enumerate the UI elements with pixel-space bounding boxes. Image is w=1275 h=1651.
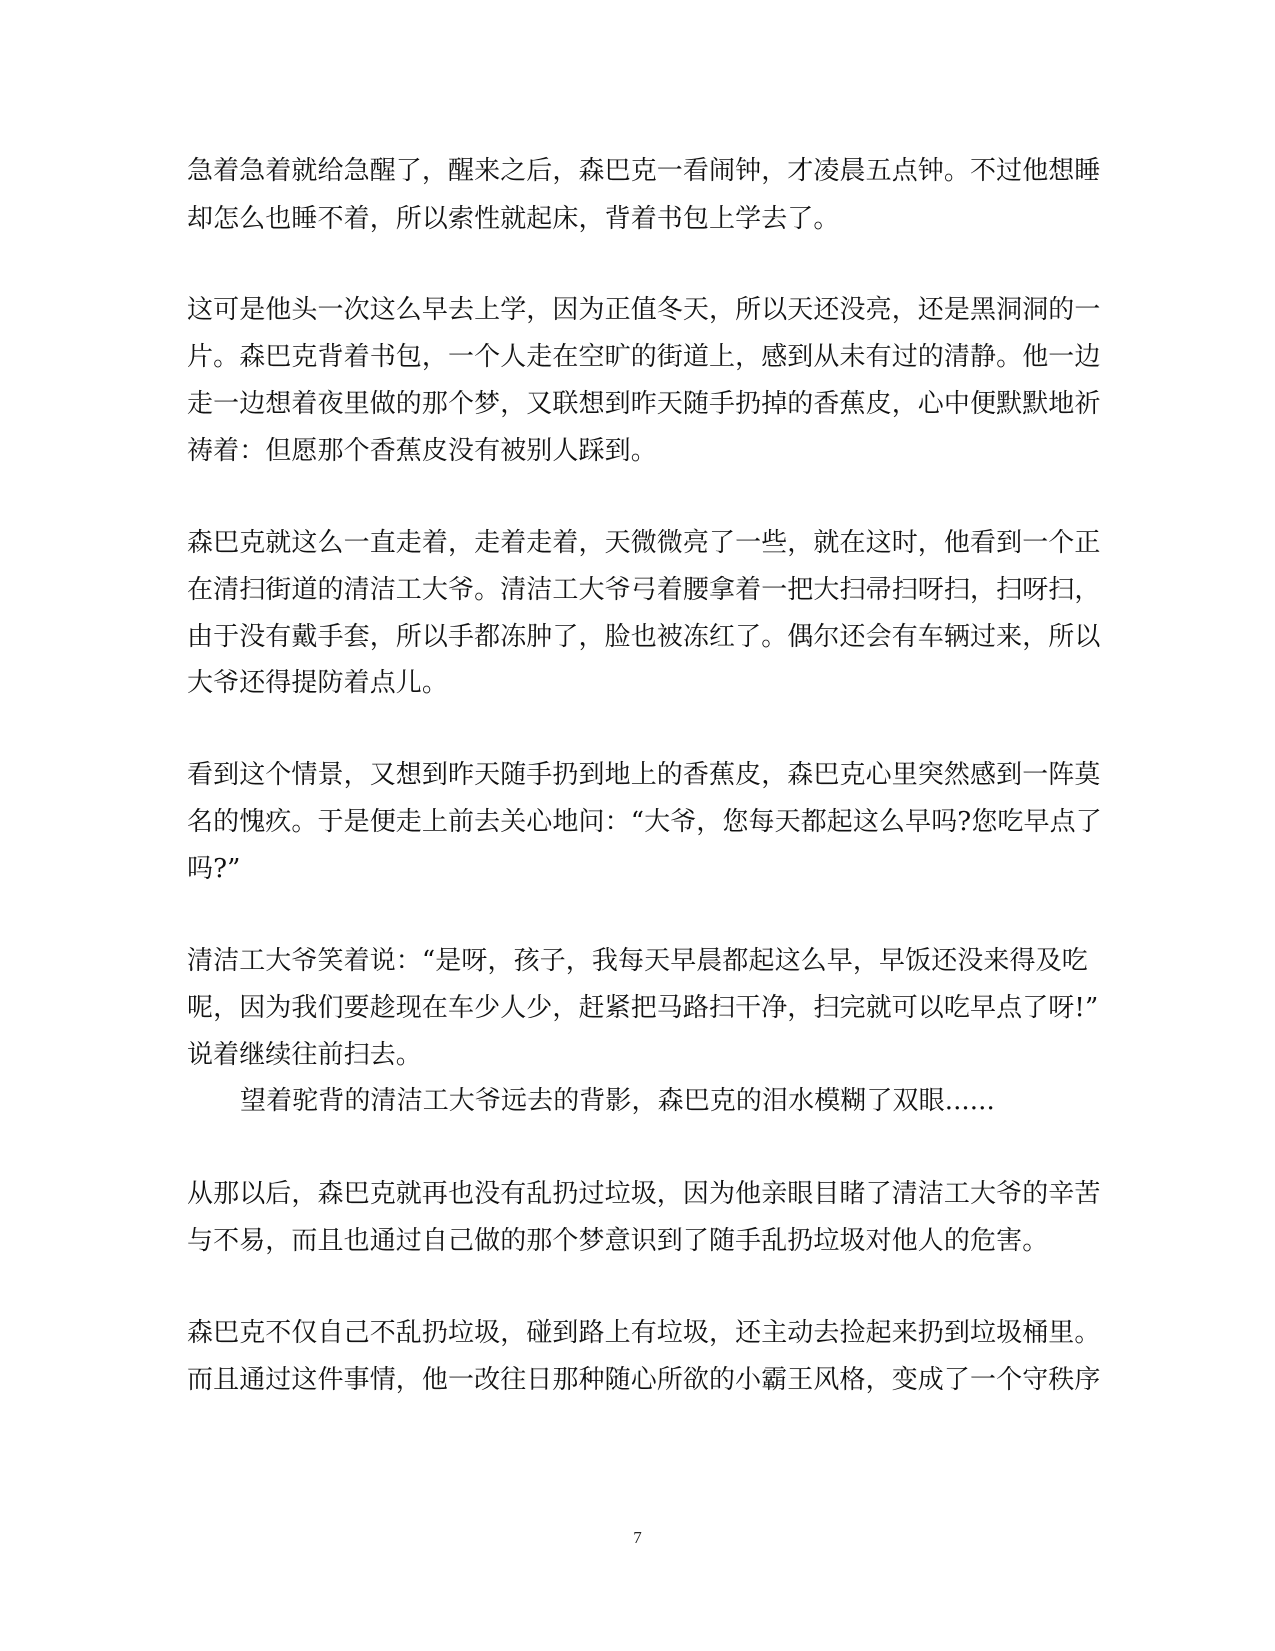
text-line: 从那以后，森巴克就再也没有乱扔过垃圾，因为他亲眼目睹了清洁工大爷的辛苦 [187, 1179, 1101, 1209]
text-line: 却怎么也睡不着，所以索性就起床，背着书包上学去了。 [187, 204, 840, 234]
text-line: 大爷还得提防着点儿。 [187, 668, 449, 698]
text-line: 看到这个情景，又想到昨天随手扔到地上的香蕉皮，森巴克心里突然感到一阵莫 [187, 760, 1101, 790]
text-line: 这可是他头一次这么早去上学，因为正值冬天，所以天还没亮，还是黑洞洞的一 [187, 295, 1101, 325]
text-line: 说着继续往前扫去。 [187, 1040, 422, 1070]
text-line: 片。森巴克背着书包，一个人走在空旷的街道上，感到从未有过的清静。他一边 [187, 342, 1101, 372]
text-line: 祷着：但愿那个香蕉皮没有被别人踩到。 [187, 436, 657, 466]
text-line: 清洁工大爷笑着说：“是呀，孩子，我每天早晨都起这么早，早饭还没来得及吃 [187, 946, 1088, 976]
text-line: 呢，因为我们要趁现在车少人少，赶紧把马路扫干净，扫完就可以吃早点了呀!” [187, 993, 1099, 1023]
text-line: 在清扫街道的清洁工大爷。清洁工大爷弓着腰拿着一把大扫帚扫呀扫，扫呀扫， [187, 575, 1101, 605]
text-line: 森巴克不仅自己不乱扔垃圾，碰到路上有垃圾，还主动去捡起来扔到垃圾桶里。 [187, 1318, 1101, 1348]
text-line: 吗?” [187, 854, 241, 884]
text-line: 走一边想着夜里做的那个梦，又联想到昨天随手扔掉的香蕉皮，心中便默默地祈 [187, 389, 1101, 419]
text-line: 与不易，而且也通过自己做的那个梦意识到了随手乱扔垃圾对他人的危害。 [187, 1226, 1049, 1256]
text-line: 望着驼背的清洁工大爷远去的背影，森巴克的泪水模糊了双眼...... [240, 1086, 995, 1116]
text-line: 而且通过这件事情，他一改往日那种随心所欲的小霸王风格，变成了一个守秩序 [187, 1365, 1101, 1395]
text-line: 名的愧疚。于是便走上前去关心地问：“大爷，您每天都起这么早吗?您吃早点了 [187, 807, 1102, 837]
text-line: 由于没有戴手套，所以手都冻肿了，脸也被冻红了。偶尔还会有车辆过来，所以 [187, 622, 1101, 652]
text-line: 森巴克就这么一直走着，走着走着，天微微亮了一些，就在这时，他看到一个正 [187, 528, 1101, 558]
page-number: 7 [633, 1528, 642, 1547]
text-line: 急着急着就给急醒了，醒来之后，森巴克一看闹钟，才凌晨五点钟。不过他想睡 [187, 156, 1101, 186]
